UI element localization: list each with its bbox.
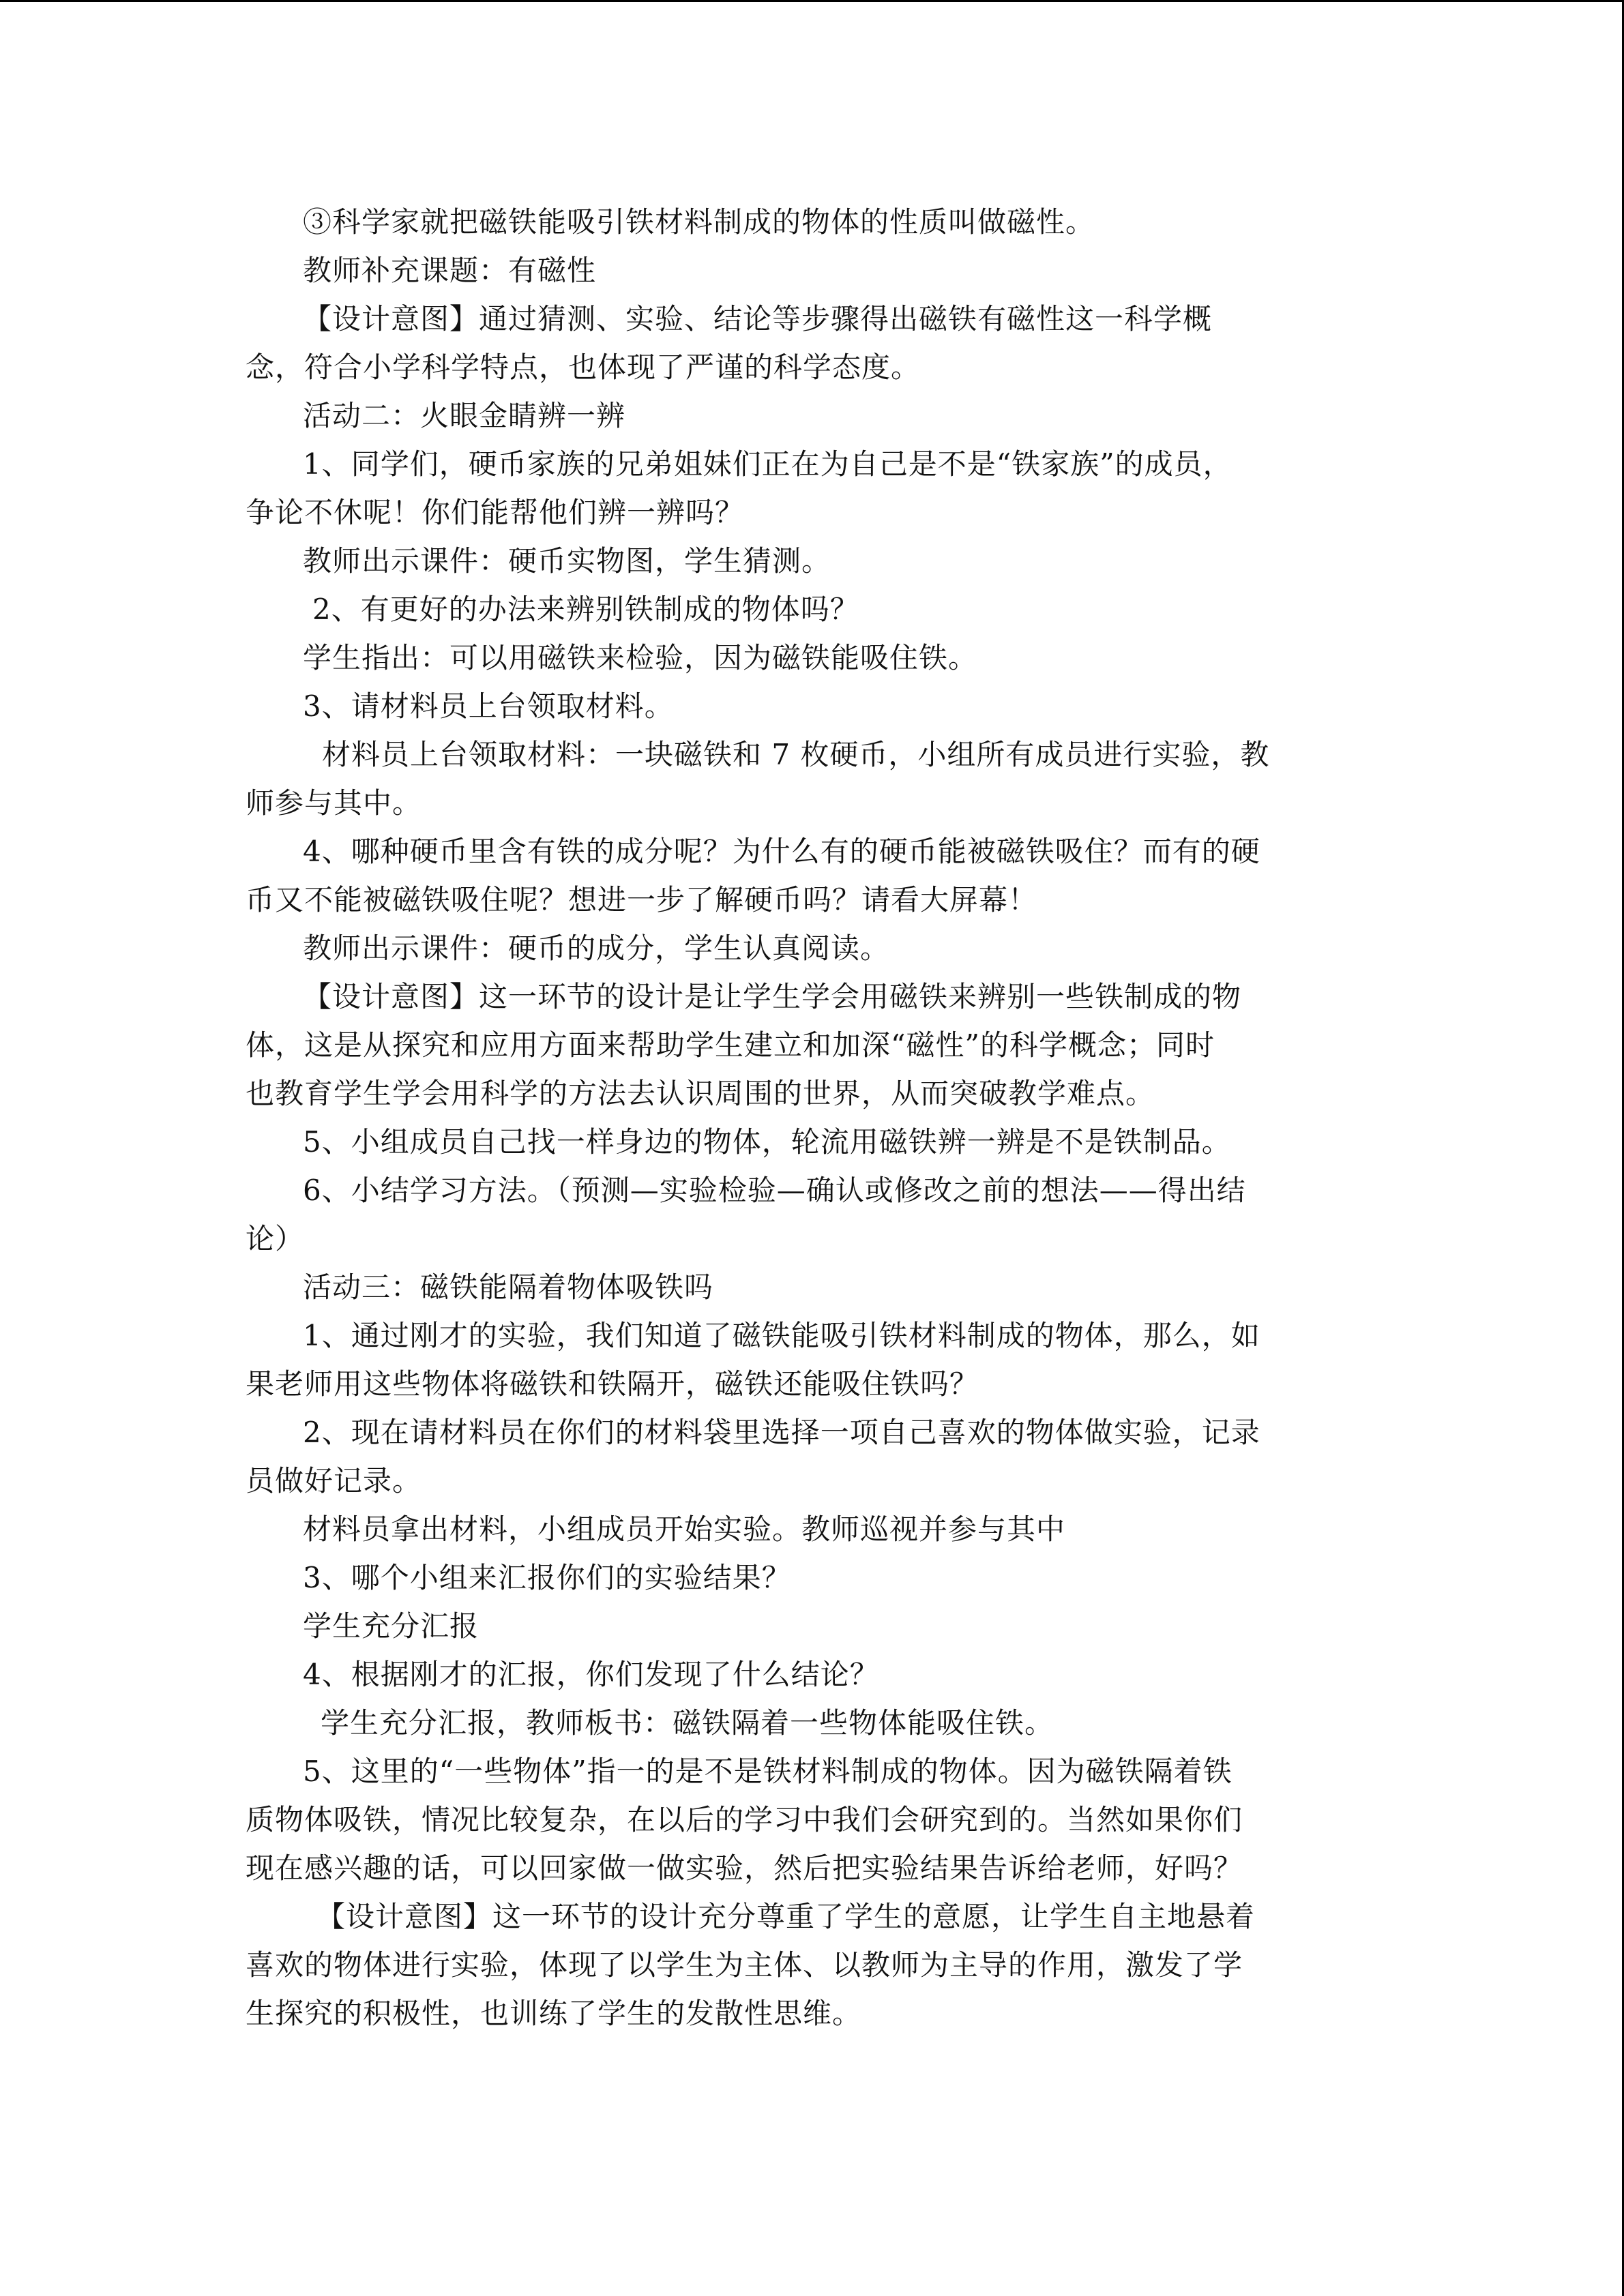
- text-line: ③科学家就把磁铁能吸引铁材料制成的物体的性质叫做磁性。: [303, 205, 1095, 239]
- text-line: 现在感兴趣的话，可以回家做一做实验，然后把实验结果告诉给老师，好吗？: [246, 1851, 1243, 1885]
- text-line: 果老师用这些物体将磁铁和铁隔开，磁铁还能吸住铁吗？: [246, 1367, 979, 1401]
- text-line: 4、根据刚才的汇报，你们发现了什么结论？: [303, 1658, 879, 1691]
- document-body: [246, 198, 1371, 2038]
- text-line: 3、请材料员上台领取材料。: [303, 689, 674, 723]
- text-line: 也教育学生学会用科学的方法去认识周围的世界，从而突破教学难点。: [246, 1077, 1155, 1110]
- text-line: 5、这里的“一些物体”指一的是不是铁材料制成的物体。因为磁铁隔着铁: [303, 1755, 1232, 1788]
- text-line: 材料员上台领取材料：一块磁铁和 7 枚硬币，小组所有成员进行实验，教: [322, 738, 1270, 771]
- text-line: 1、同学们，硬币家族的兄弟姐妹们正在为自己是不是“铁家族”的成员，: [303, 447, 1232, 481]
- text-line: 员做好记录。: [246, 1464, 422, 1497]
- design-intent-line: 【设计意图】这一环节的设计是让学生学会用磁铁来辨别一些铁制成的物: [303, 980, 1242, 1013]
- text-line: 教师出示课件：硬币的成分，学生认真阅读。: [303, 931, 890, 965]
- text-line: 体，这是从探究和应用方面来帮助学生建立和加深“磁性”的科学概念；同时: [246, 1028, 1215, 1062]
- text-line: 币又不能被磁铁吸住呢？想进一步了解硬币吗？请看大屏幕！: [246, 883, 1038, 916]
- text-line: 1、通过刚才的实验，我们知道了磁铁能吸引铁材料制成的物体，那么，如: [303, 1319, 1260, 1352]
- text-line: 材料员拿出材料，小组成员开始实验。教师巡视并参与其中: [303, 1512, 1066, 1546]
- text-line: 6、小结学习方法。（预测—实验检验—确认或修改之前的想法——得出结: [303, 1174, 1246, 1207]
- text-line: 论）: [246, 1222, 305, 1255]
- text-line: 学生充分汇报: [303, 1609, 479, 1643]
- text-line: 教师出示课件：硬币实物图，学生猜测。: [303, 544, 831, 578]
- text-line: 争论不休呢！你们能帮他们辨一辨吗？: [246, 496, 745, 529]
- design-intent-line: 【设计意图】这一环节的设计充分尊重了学生的意愿，让学生自主地悬着: [316, 1900, 1256, 1933]
- text-line: 喜欢的物体进行实验，体现了以学生为主体、以教师为主导的作用，激发了学: [246, 1948, 1243, 1982]
- design-intent-line: 【设计意图】通过猜测、实验、结论等步骤得出磁铁有磁性这一科学概: [303, 302, 1213, 336]
- text-line: 生探究的积极性，也训练了学生的发散性思维。: [246, 1997, 862, 2030]
- text-line: 质物体吸铁，情况比较复杂，在以后的学习中我们会研究到的。当然如果你们: [246, 1803, 1243, 1836]
- page-border-top: [0, 0, 1624, 2]
- text-line: 念，符合小学科学特点，也体现了严谨的科学态度。: [246, 351, 921, 384]
- text-line: 3、哪个小组来汇报你们的实验结果？: [303, 1561, 791, 1594]
- text-line: 教师补充课题：有磁性: [303, 254, 597, 287]
- text-line: 学生指出：可以用磁铁来检验，因为磁铁能吸住铁。: [303, 641, 978, 674]
- text-line: 学生充分汇报，教师板书：磁铁隔着一些物体能吸住铁。: [321, 1706, 1054, 1740]
- text-line: 2、有更好的办法来辨别铁制成的物体吗？: [312, 593, 859, 626]
- text-line: 5、小组成员自己找一样身边的物体，轮流用磁铁辨一辨是不是铁制品。: [303, 1125, 1231, 1159]
- text-line: 4、哪种硬币里含有铁的成分呢？为什么有的硬币能被磁铁吸住？而有的硬: [303, 835, 1260, 868]
- activity-heading: 活动三：磁铁能隔着物体吸铁吗: [303, 1270, 714, 1304]
- activity-heading: 活动二：火眼金睛辨一辨: [303, 399, 626, 432]
- text-line: 2、现在请材料员在你们的材料袋里选择一项自己喜欢的物体做实验，记录: [303, 1416, 1260, 1449]
- text-line: 师参与其中。: [246, 786, 422, 820]
